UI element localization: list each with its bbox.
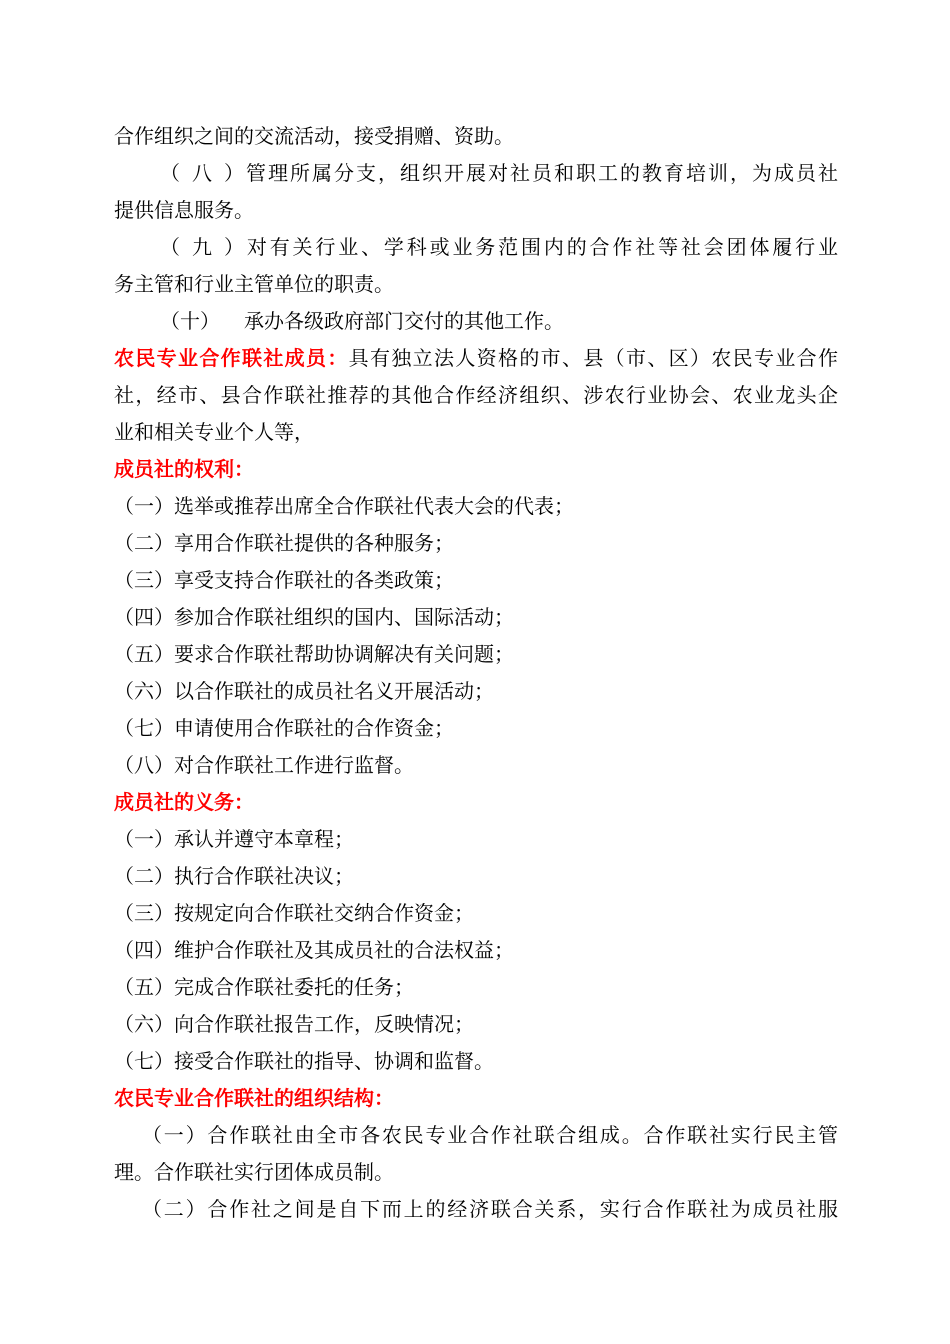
- list-item: （六）向合作联社报告工作，反映情况；: [114, 1012, 474, 1036]
- list-item: （六）以合作联社的成员社名义开展活动；: [114, 679, 494, 703]
- list-item: （二）享用合作联社提供的各种服务；: [114, 531, 454, 555]
- duties-heading: 成员社的义务：: [114, 790, 254, 814]
- structure-heading: 农民专业合作联社的组织结构：: [114, 1086, 394, 1110]
- rights-heading: 成员社的权利：: [114, 457, 254, 481]
- list-item: （五）完成合作联社委托的任务；: [114, 975, 414, 999]
- list-item: （八）对合作联社工作进行监督。: [114, 753, 414, 777]
- item-number: （八）: [160, 161, 244, 185]
- list-item: （一）选举或推荐出席全合作联社代表大会的代表；: [114, 494, 574, 518]
- list-item: （五）要求合作联社帮助协调解决有关问题；: [114, 642, 514, 666]
- paragraph-line: （一）合作联社由全市各农民专业合作社联合组成。合作联社实行民主管: [142, 1123, 838, 1147]
- paragraph-line: [114, 303, 838, 340]
- item-text: 管理所属分支，组织开展对社员和职工的教育培训，为成员社: [244, 161, 838, 185]
- list-item: （七）接受合作联社的指导、协调和监督。: [114, 1049, 494, 1073]
- paragraph-line: 理。合作联社实行团体成员制。: [114, 1160, 394, 1184]
- paragraph-line: 社，经市、县合作联社推荐的其他合作经济组织、涉农行业协会、农业龙头企: [114, 383, 838, 407]
- document-page: [114, 118, 838, 1228]
- list-item: （四）参加合作联社组织的国内、国际活动；: [114, 605, 514, 629]
- list-item: （七）申请使用合作联社的合作资金；: [114, 716, 454, 740]
- list-item: （四）维护合作联社及其成员社的合法权益；: [114, 938, 514, 962]
- list-item: （三）享受支持合作联社的各类政策；: [114, 568, 454, 592]
- members-text: 具有独立法人资格的市、县（市、区）农民专业合作: [348, 346, 839, 370]
- paragraph-line: （二）合作社之间是自下而上的经济联合关系，实行合作联社为成员社服: [142, 1197, 838, 1221]
- item-number: （十）: [160, 309, 220, 333]
- paragraph-line: [114, 155, 838, 192]
- paragraph-line: 合作组织之间的交流活动，接受捐赠、资助。: [114, 124, 514, 148]
- members-heading: 农民专业合作联社成员：: [114, 346, 349, 370]
- item-text: 承办各级政府部门交付的其他工作。: [244, 309, 564, 333]
- paragraph-line: 务主管和行业主管单位的职责。: [114, 272, 394, 296]
- item-text: 对有关行业、学科或业务范围内的合作社等社会团体履行业: [244, 235, 838, 259]
- list-item: （二）执行合作联社决议；: [114, 864, 354, 888]
- members-paragraph: [114, 340, 838, 377]
- paragraph-line: [114, 229, 838, 266]
- paragraph-line: 提供信息服务。: [114, 198, 254, 222]
- paragraph-line: 业和相关专业个人等，: [114, 420, 314, 444]
- item-number: （九）: [160, 235, 244, 259]
- list-item: （三）按规定向合作联社交纳合作资金；: [114, 901, 474, 925]
- list-item: （一）承认并遵守本章程；: [114, 827, 354, 851]
